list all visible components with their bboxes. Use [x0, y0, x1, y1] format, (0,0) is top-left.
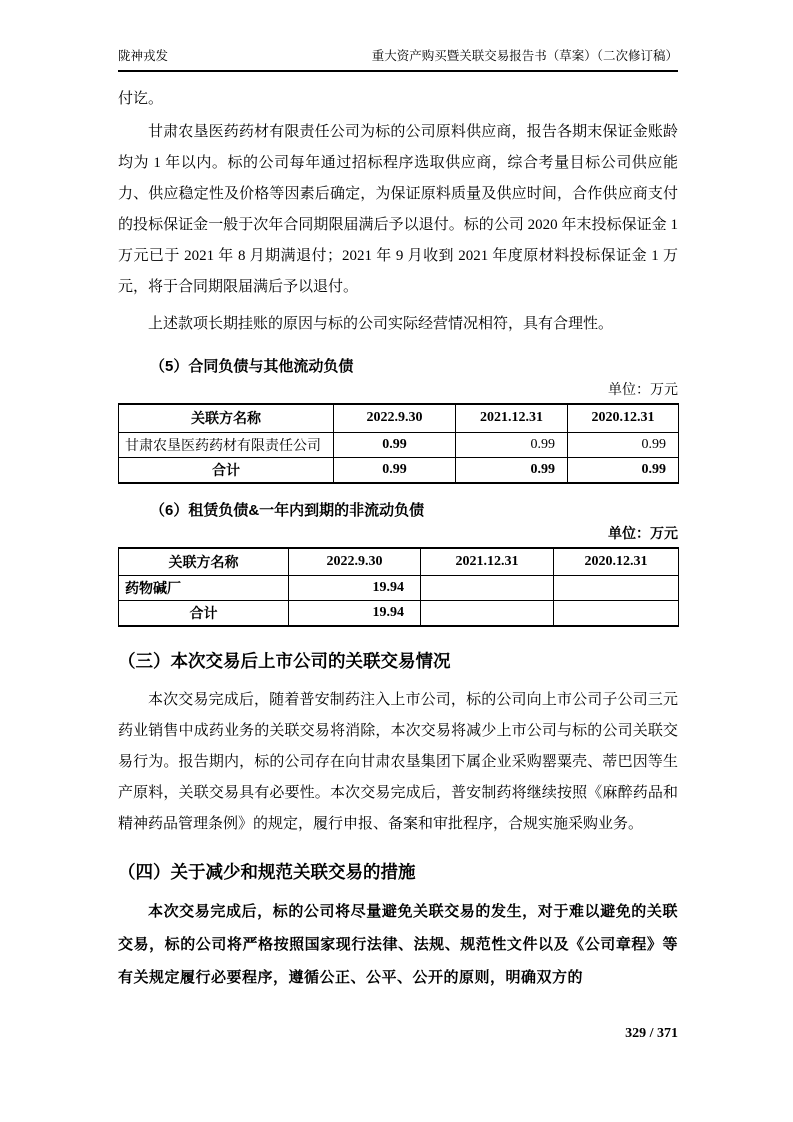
- paragraph-transaction-effect: 本次交易完成后，随着普安制药注入上市公司，标的公司向上市公司子公司三元药业销售中成药业务的关联交易将消除，本次交易将减少上市公司与标的公司关联交易行为。报告期内，标的公司存在向甘肃农垦集团下属企业采购罂粟壳、蒂巴因等生产原料，关联交易具有必要性。本次交易完成后，普安制药将继续按照《麻醉药品和精神药品管理条例》的规定，履行申报、备案和审批程序，合规实施采购业务。: [118, 692, 678, 832]
- paragraph-commitment: 本次交易完成后，标的公司将尽量避免关联交易的发生，对于难以避免的关联交易，标的公司将严格按照国家现行法律、法规、规范性文件以及《公司章程》等有关规定履行必要程序，遵循公正、公平、公开的原则，明确双方的: [118, 904, 678, 986]
- paragraph-supplier: 甘肃农垦医药药材有限责任公司为标的公司原料供应商，报告各期末保证金账龄均为 1 年以内。标的公司每年通过招标程序选取供应商，综合考量目标公司供应能力、供应稳定性及价格等因素后确定，为保证原料质量及供应时间，合作供应商支付的投标保证金一般于次年合同期限届满后予以退付。标的公司 2020 年末投标保证金 1 万元已于 2021 年 8 月期满退付；2021 年 9 月收到 2021 年度原材料投标保证金 1 万元，将于合同期限届满后予以退付。: [118, 124, 678, 295]
- section-3-heading: （三）本次交易后上市公司的关联交易情况: [118, 651, 451, 671]
- paragraph-fragment: 付讫。: [118, 91, 164, 107]
- header-company-name: 陇神戎发: [118, 49, 169, 63]
- total-2022: 0.99: [334, 457, 456, 483]
- column-header: 关联方名称: [119, 548, 289, 576]
- column-header: 2020.12.31: [568, 404, 679, 432]
- value-2022: 0.99: [334, 432, 456, 457]
- value-2021: [421, 576, 554, 601]
- value-2022: 19.94: [289, 576, 421, 601]
- section-4-heading: （四）关于减少和规范关联交易的措施: [118, 862, 416, 882]
- table-total-row: [119, 601, 679, 627]
- value-2021: 0.99: [456, 432, 568, 457]
- report-header: [118, 46, 678, 72]
- table-row: [119, 432, 679, 457]
- table-contract-liabilities: [118, 403, 679, 484]
- column-header: 2022.9.30: [334, 404, 456, 432]
- column-header: 2021.12.31: [456, 404, 568, 432]
- paragraph-conclusion: 上述款项长期挂账的原因与标的公司实际经营情况相符，具有合理性。: [148, 316, 614, 332]
- header-report-title: 重大资产购买暨关联交易报告书（草案）（二次修订稿）: [371, 49, 678, 63]
- related-party-name: 药物碱厂: [119, 576, 289, 601]
- related-party-name: 甘肃农垦医药药材有限责任公司: [119, 432, 334, 457]
- table-total-row: [119, 457, 679, 483]
- table-header-row: [119, 404, 679, 432]
- section-5-title: （5）合同负债与其他流动负债: [150, 358, 354, 375]
- column-header: 关联方名称: [119, 404, 334, 432]
- page-number: 329 / 371: [625, 1026, 678, 1041]
- column-header: 2020.12.31: [554, 548, 679, 576]
- total-2021: 0.99: [456, 457, 568, 483]
- total-2020: [554, 601, 679, 627]
- total-2020: 0.99: [568, 457, 679, 483]
- table-row: [119, 576, 679, 601]
- total-2022: 19.94: [289, 601, 421, 627]
- value-2020: [554, 576, 679, 601]
- page-content: [0, 84, 793, 995]
- section-6-title: （6）租赁负债&一年内到期的非流动负债: [150, 501, 425, 519]
- table-header-row: [119, 548, 679, 576]
- total-label: 合计: [119, 601, 289, 627]
- total-label: 合计: [119, 457, 334, 483]
- column-header: 2022.9.30: [289, 548, 421, 576]
- unit-label-1: 单位：万元: [608, 383, 678, 398]
- unit-label-2: 单位：万元: [608, 526, 678, 542]
- table-lease-liabilities: [118, 547, 679, 628]
- value-2020: 0.99: [568, 432, 679, 457]
- column-header: 2021.12.31: [421, 548, 554, 576]
- total-2021: [421, 601, 554, 627]
